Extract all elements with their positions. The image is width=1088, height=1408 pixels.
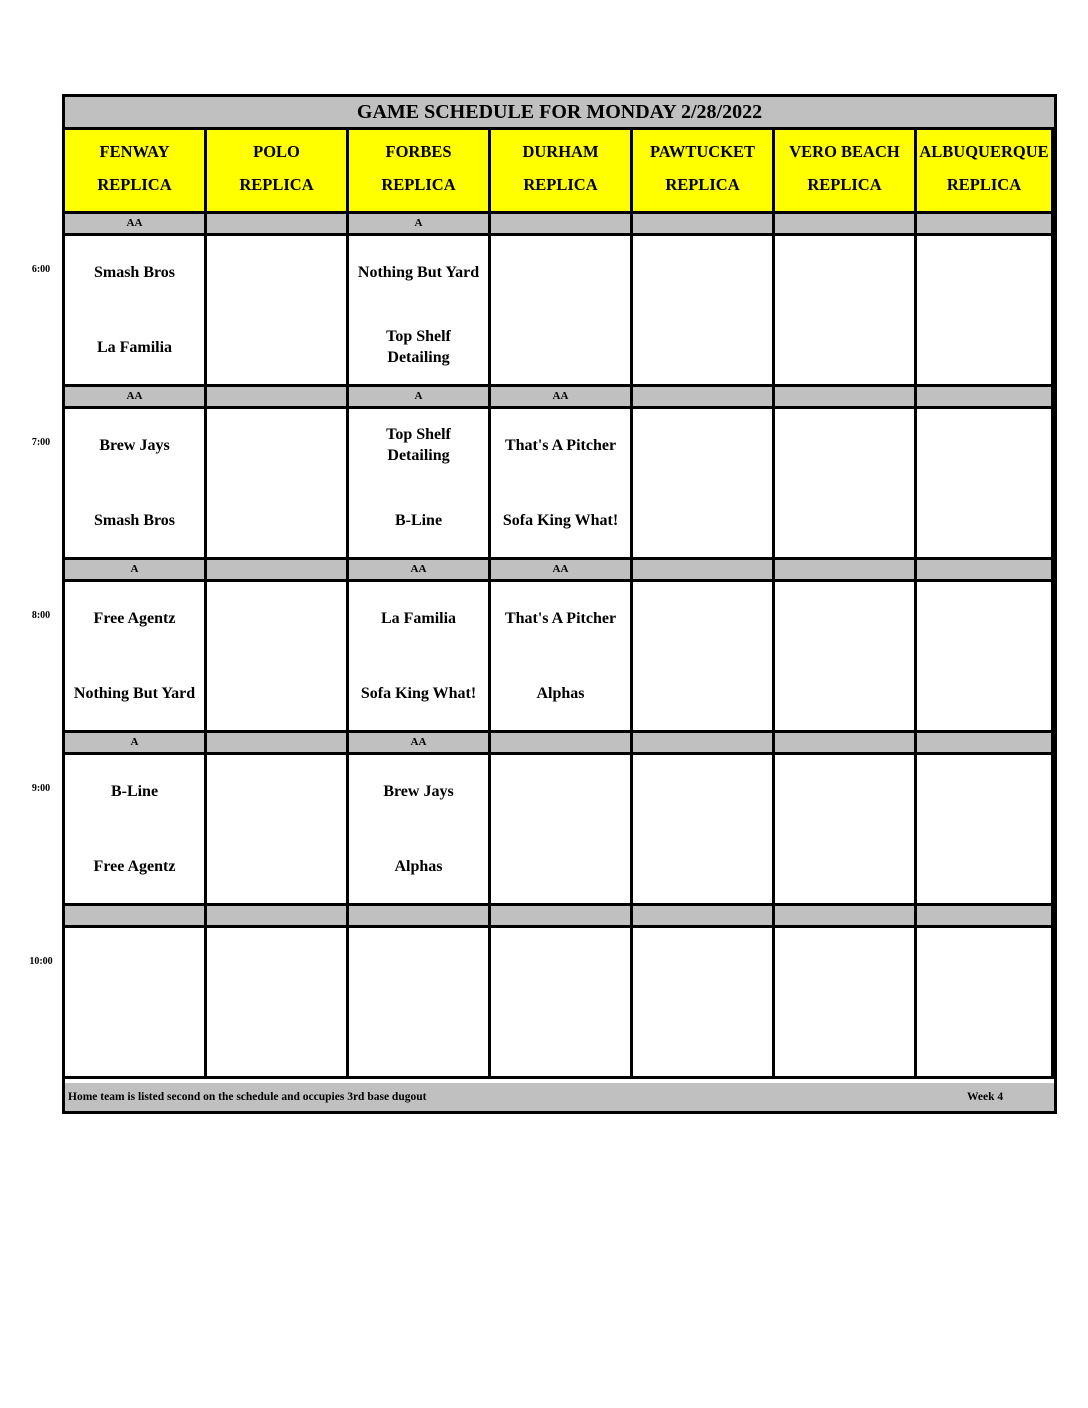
field-header bbox=[349, 130, 491, 214]
game-cell bbox=[633, 928, 775, 1079]
away-team: B-Line bbox=[110, 783, 159, 800]
game-cell bbox=[207, 928, 349, 1079]
division-label bbox=[207, 906, 349, 928]
game-cell bbox=[207, 409, 349, 560]
field-header bbox=[633, 130, 775, 214]
game-cell bbox=[917, 582, 1054, 733]
division-label: AA bbox=[349, 733, 491, 755]
home-team: Sofa King What! bbox=[502, 512, 619, 529]
game-cell bbox=[65, 236, 207, 387]
game-cell bbox=[633, 409, 775, 560]
field-name: PAWTUCKET bbox=[649, 142, 756, 161]
field-name: FORBES bbox=[385, 142, 452, 161]
division-label: AA bbox=[65, 214, 207, 236]
division-label bbox=[207, 214, 349, 236]
game-cell bbox=[775, 582, 917, 733]
game-cell bbox=[775, 409, 917, 560]
away-team: That's A Pitcher bbox=[504, 437, 617, 454]
division-label bbox=[917, 560, 1054, 582]
game-cell bbox=[349, 928, 491, 1079]
week-label: Week 4 bbox=[967, 1091, 1004, 1103]
field-type: REPLICA bbox=[97, 175, 172, 194]
home-team: Alphas bbox=[536, 685, 585, 702]
game-cell bbox=[917, 409, 1054, 560]
division-label: A bbox=[349, 387, 491, 409]
division-label: AA bbox=[491, 560, 633, 582]
game-cell bbox=[633, 236, 775, 387]
schedule-table bbox=[62, 94, 1057, 1114]
division-label bbox=[917, 906, 1054, 928]
division-label bbox=[633, 560, 775, 582]
home-team: Free Agentz bbox=[93, 858, 176, 875]
game-cell bbox=[491, 236, 633, 387]
game-cell bbox=[775, 755, 917, 906]
division-label: AA bbox=[65, 387, 207, 409]
division-label bbox=[775, 387, 917, 409]
game-cell bbox=[65, 409, 207, 560]
time-label: 9:00 bbox=[31, 783, 51, 794]
division-label bbox=[633, 387, 775, 409]
division-label bbox=[207, 733, 349, 755]
game-cell bbox=[349, 236, 491, 387]
away-team: Top Shelf Detailing bbox=[386, 426, 451, 464]
game-cell bbox=[207, 582, 349, 733]
division-label bbox=[207, 387, 349, 409]
away-team: Brew Jays bbox=[99, 437, 170, 454]
division-label: AA bbox=[491, 387, 633, 409]
game-cell bbox=[633, 582, 775, 733]
field-header bbox=[775, 130, 917, 214]
division-label bbox=[917, 387, 1054, 409]
schedule-title: GAME SCHEDULE FOR MONDAY 2/28/2022 bbox=[65, 97, 1054, 130]
game-cell bbox=[491, 928, 633, 1079]
time-label: 8:00 bbox=[31, 610, 51, 621]
game-cell bbox=[491, 755, 633, 906]
field-header bbox=[917, 130, 1054, 214]
field-header bbox=[207, 130, 349, 214]
field-header bbox=[491, 130, 633, 214]
division-label bbox=[491, 733, 633, 755]
game-cell bbox=[349, 409, 491, 560]
away-team: That's A Pitcher bbox=[504, 610, 617, 627]
field-type: REPLICA bbox=[239, 175, 314, 194]
home-team: B-Line bbox=[394, 512, 443, 529]
division-label: A bbox=[65, 733, 207, 755]
division-label bbox=[491, 906, 633, 928]
time-label: 6:00 bbox=[31, 264, 51, 275]
field-type: REPLICA bbox=[665, 175, 740, 194]
home-team: Alphas bbox=[394, 858, 443, 875]
game-cell bbox=[65, 755, 207, 906]
division-label: A bbox=[349, 214, 491, 236]
division-label bbox=[65, 906, 207, 928]
game-cell bbox=[65, 582, 207, 733]
field-header bbox=[65, 130, 207, 214]
field-name: DURHAM bbox=[522, 142, 599, 161]
field-type: REPLICA bbox=[807, 175, 882, 194]
away-team: Nothing But Yard bbox=[357, 264, 480, 281]
division-label bbox=[633, 906, 775, 928]
game-cell bbox=[207, 236, 349, 387]
game-cell bbox=[917, 755, 1054, 906]
field-type: REPLICA bbox=[381, 175, 456, 194]
game-cell bbox=[775, 928, 917, 1079]
home-team: Smash Bros bbox=[93, 512, 176, 529]
home-team: Sofa King What! bbox=[360, 685, 477, 702]
game-cell bbox=[207, 755, 349, 906]
field-name: VERO BEACH bbox=[789, 142, 900, 161]
away-team: La Familia bbox=[380, 610, 457, 627]
home-team: Nothing But Yard bbox=[73, 685, 196, 702]
away-team: Brew Jays bbox=[383, 783, 454, 800]
field-type: REPLICA bbox=[946, 175, 1022, 194]
division-label bbox=[207, 560, 349, 582]
field-name: ALBUQUERQUE bbox=[919, 142, 1049, 161]
home-team: Top Shelf Detailing bbox=[386, 328, 451, 366]
division-label bbox=[775, 214, 917, 236]
game-cell bbox=[491, 409, 633, 560]
division-label: A bbox=[65, 560, 207, 582]
home-team-note: Home team is listed second on the schedule and occupies 3rd base dugout bbox=[68, 1091, 427, 1103]
division-label bbox=[775, 906, 917, 928]
home-team: La Familia bbox=[96, 339, 173, 356]
game-cell bbox=[65, 928, 207, 1079]
field-name: FENWAY bbox=[99, 142, 170, 161]
game-cell bbox=[633, 755, 775, 906]
division-label bbox=[917, 733, 1054, 755]
time-label: 10:00 bbox=[29, 956, 53, 967]
field-name: POLO bbox=[253, 142, 300, 161]
division-label bbox=[491, 214, 633, 236]
field-type: REPLICA bbox=[523, 175, 598, 194]
division-label bbox=[775, 560, 917, 582]
division-label bbox=[349, 906, 491, 928]
game-cell bbox=[349, 582, 491, 733]
division-label: AA bbox=[349, 560, 491, 582]
division-label bbox=[775, 733, 917, 755]
away-team: Smash Bros bbox=[93, 264, 176, 281]
schedule-footer bbox=[65, 1083, 1054, 1111]
away-team: Free Agentz bbox=[93, 610, 176, 627]
division-label bbox=[633, 214, 775, 236]
division-label bbox=[917, 214, 1054, 236]
game-cell bbox=[775, 236, 917, 387]
division-label bbox=[633, 733, 775, 755]
game-cell bbox=[349, 755, 491, 906]
game-cell bbox=[917, 236, 1054, 387]
game-cell bbox=[491, 582, 633, 733]
game-cell bbox=[917, 928, 1054, 1079]
time-label: 7:00 bbox=[31, 437, 51, 448]
